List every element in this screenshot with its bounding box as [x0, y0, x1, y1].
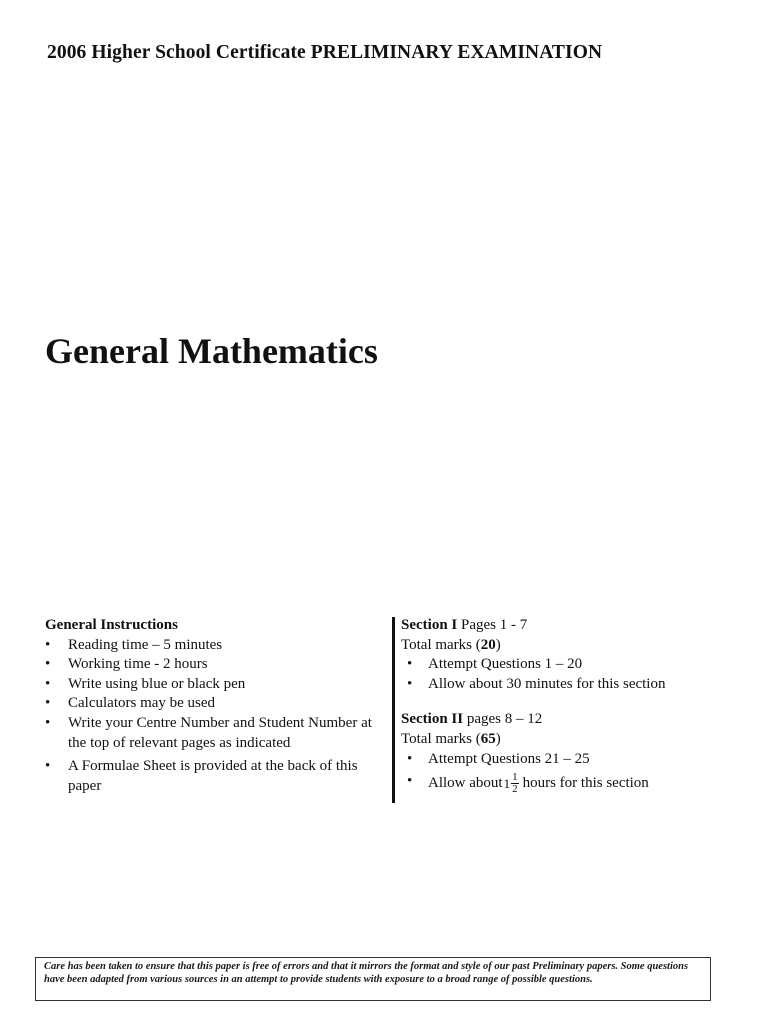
instructions-heading: General Instructions: [45, 617, 178, 633]
instruction-item: • Reading time – 5 minutes: [45, 636, 380, 656]
marks-label: Total marks (: [401, 636, 481, 653]
section-2-pages: pages 8 – 12: [466, 711, 543, 728]
marks-close: ): [495, 636, 501, 653]
section-1-heading: [401, 616, 731, 636]
disclaimer-text: Care has been taken to ensure that this paper is free of errors and that it mirrors the format and style of our past Preliminary papers. Some questions have been adapted from various sources in an attempt to provide students with exposure to a broad range of possible questions.: [44, 961, 689, 985]
section-2-marks: [401, 730, 731, 750]
instruction-item: • Calculators may be used: [45, 694, 380, 714]
instruction-item: • A Formulae Sheet is provided at the back of this paper: [45, 757, 380, 796]
section-1-marks: [401, 636, 731, 656]
marks-close: ): [495, 730, 501, 747]
section-2-name: Section II: [401, 711, 464, 728]
instruction-item: • Write using blue or black pen: [45, 675, 380, 695]
marks-value: 65: [480, 730, 496, 747]
sections-summary: [401, 616, 731, 795]
section-divider-rule: [392, 617, 395, 803]
section-1-list: [401, 655, 731, 694]
marks-value: 20: [480, 636, 496, 653]
section-time-item: [401, 772, 731, 795]
section-item: • Allow about 30 minutes for this section: [401, 675, 731, 695]
subject-title: General Mathematics: [45, 331, 378, 371]
fraction-whole: 1: [503, 775, 511, 791]
general-instructions: [45, 616, 380, 796]
instruction-item: • Working time - 2 hours: [45, 655, 380, 675]
section-1-name: Section I: [401, 617, 458, 633]
fraction-numerator: 1: [512, 771, 518, 784]
time-prefix: Allow about: [428, 775, 503, 792]
section-2-block: [401, 710, 731, 795]
section-item: • Attempt Questions 21 – 25: [401, 750, 731, 770]
marks-label: Total marks (: [401, 730, 481, 747]
mixed-fraction: [504, 772, 519, 795]
section-1-block: [401, 616, 731, 694]
time-suffix: hours for this section: [522, 775, 649, 792]
section-2-list: [401, 750, 731, 796]
instruction-item: • Write your Centre Number and Student Number at the top of relevant pages as indicated: [45, 714, 380, 753]
fraction-stack: [511, 772, 519, 795]
section-2-heading: [401, 710, 731, 730]
fraction-denominator: 2: [512, 783, 518, 796]
section-1-pages: Pages 1 - 7: [461, 617, 528, 633]
section-item: • Attempt Questions 1 – 20: [401, 655, 731, 675]
disclaimer-box: [35, 957, 711, 1001]
exam-header: 2006 Higher School Certificate PRELIMINARY EXAMINATION: [47, 42, 603, 63]
instructions-list: [45, 636, 380, 797]
